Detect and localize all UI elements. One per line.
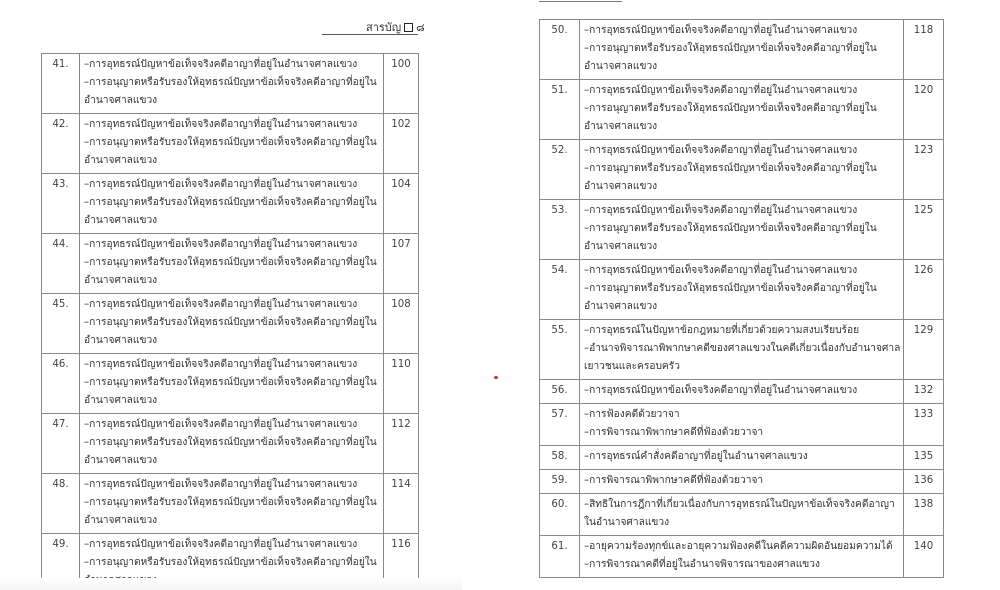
entry-line: –การฟ้องคดีด้วยวาจา — [584, 409, 680, 420]
entry-number: 61. — [540, 536, 580, 578]
left-page — [0, 0, 462, 590]
toc-row — [540, 446, 944, 470]
entry-page-number: 126 — [904, 260, 944, 320]
entry-line: ในอำนาจศาลแขวง — [584, 517, 670, 528]
toc-table-right — [539, 19, 944, 578]
entry-line: –การอนุญาตหรือรับรองให้อุทธรณ์ปัญหาข้อเท็จจริงคดีอาญาที่อยู่ใน — [584, 103, 877, 114]
entry-line: –การอุทธรณ์ในปัญหาข้อกฎหมายที่เกี่ยวด้วยความสงบเรียบร้อย — [584, 325, 860, 336]
entry-line: –การอุทธรณ์ปัญหาข้อเท็จจริงคดีอาญาที่อยู่ในอำนาจศาลแขวง — [84, 179, 358, 190]
toc-row — [42, 354, 419, 414]
entry-line: เยาวชนและครอบครัว — [584, 361, 680, 372]
entry-description — [80, 174, 384, 234]
entry-number: 59. — [540, 470, 580, 494]
entry-line: อำนาจศาลแขวง — [84, 95, 158, 106]
entry-line: –การอุทธรณ์ปัญหาข้อเท็จจริงคดีอาญาที่อยู่ในอำนาจศาลแขวง — [84, 359, 358, 370]
entry-line: อำนาจศาลแขวง — [584, 121, 658, 132]
entry-page-number: 135 — [904, 446, 944, 470]
entry-page-number: 114 — [384, 474, 419, 534]
entry-line: –การอุทธรณ์ปัญหาข้อเท็จจริงคดีอาญาที่อยู่ในอำนาจศาลแขวง — [84, 419, 358, 430]
toc-row — [540, 470, 944, 494]
entry-number: 43. — [42, 174, 80, 234]
toc-row — [42, 474, 419, 534]
entry-line: อำนาจศาลแขวง — [84, 515, 158, 526]
entry-number: 46. — [42, 354, 80, 414]
entry-page-number: 108 — [384, 294, 419, 354]
toc-row — [42, 54, 419, 114]
toc-row — [42, 174, 419, 234]
header-page-number: ๘ — [416, 21, 425, 34]
entry-line: –อายุความร้องทุกข์และอายุความฟ้องคดีในคดีความผิดอันยอมความได้ — [584, 541, 893, 552]
entry-line: –การอนุญาตหรือรับรองให้อุทธรณ์ปัญหาข้อเท็จจริงคดีอาญาที่อยู่ใน — [584, 163, 877, 174]
entry-line: –การอุทธรณ์ปัญหาข้อเท็จจริงคดีอาญาที่อยู่ในอำนาจศาลแขวง — [584, 265, 858, 276]
toc-row — [540, 404, 944, 446]
entry-description — [580, 446, 904, 470]
entry-line: –การอนุญาตหรือรับรองให้อุทธรณ์ปัญหาข้อเท็จจริงคดีอาญาที่อยู่ใน — [84, 557, 377, 568]
square-icon — [404, 23, 413, 32]
entry-number: 55. — [540, 320, 580, 380]
entry-line: –การพิจารณาพิพากษาคดีที่ฟ้องด้วยวาจา — [584, 475, 764, 486]
entry-page-number: 133 — [904, 404, 944, 446]
toc-row — [540, 140, 944, 200]
entry-page-number: 140 — [904, 536, 944, 578]
entry-description — [80, 294, 384, 354]
entry-line: –การอุทธรณ์ปัญหาข้อเท็จจริงคดีอาญาที่อยู่ในอำนาจศาลแขวง — [84, 59, 358, 70]
entry-description — [580, 536, 904, 578]
entry-line: –การอุทธรณ์คำสั่งคดีอาญาที่อยู่ในอำนาจศาลแขวง — [584, 451, 808, 462]
entry-line: อำนาจศาลแขวง — [84, 455, 158, 466]
entry-number: 60. — [540, 494, 580, 536]
toc-row — [540, 20, 944, 80]
header-label: สารบัญ — [366, 21, 402, 34]
entry-line: –อำนาจพิจารณาพิพากษาคดีของศาลแขวงในคดีเกี่ยวเนื่องกับอำนาจศาล — [584, 343, 901, 354]
toc-row — [540, 80, 944, 140]
entry-page-number: 129 — [904, 320, 944, 380]
toc-row — [42, 294, 419, 354]
entry-page-number: 123 — [904, 140, 944, 200]
entry-line: –การอนุญาตหรือรับรองให้อุทธรณ์ปัญหาข้อเท็จจริงคดีอาญาที่อยู่ใน — [84, 437, 377, 448]
entry-line: อำนาจศาลแขวง — [84, 275, 158, 286]
entry-line: อำนาจศาลแขวง — [84, 155, 158, 166]
entry-line: –การอนุญาตหรือรับรองให้อุทธรณ์ปัญหาข้อเท็จจริงคดีอาญาที่อยู่ใน — [84, 497, 377, 508]
toc-table-left — [41, 53, 419, 590]
entry-page-number: 110 — [384, 354, 419, 414]
entry-description — [580, 20, 904, 80]
page-bottom-shadow — [0, 578, 462, 590]
entry-number: 58. — [540, 446, 580, 470]
entry-line: –การอนุญาตหรือรับรองให้อุทธรณ์ปัญหาข้อเท็จจริงคดีอาญาที่อยู่ใน — [84, 77, 377, 88]
entry-number: 57. — [540, 404, 580, 446]
toc-row — [540, 320, 944, 380]
entry-description — [580, 470, 904, 494]
entry-line: –การอนุญาตหรือรับรองให้อุทธรณ์ปัญหาข้อเท็จจริงคดีอาญาที่อยู่ใน — [84, 197, 377, 208]
entry-line: –การอนุญาตหรือรับรองให้อุทธรณ์ปัญหาข้อเท็จจริงคดีอาญาที่อยู่ใน — [84, 257, 377, 268]
entry-line: –การอุทธรณ์ปัญหาข้อเท็จจริงคดีอาญาที่อยู่ในอำนาจศาลแขวง — [584, 25, 858, 36]
entry-page-number: 112 — [384, 414, 419, 474]
entry-description — [80, 414, 384, 474]
entry-line: –การอนุญาตหรือรับรองให้อุทธรณ์ปัญหาข้อเท็จจริงคดีอาญาที่อยู่ใน — [584, 223, 877, 234]
entry-number: 52. — [540, 140, 580, 200]
entry-line: อำนาจศาลแขวง — [584, 301, 658, 312]
entry-number: 48. — [42, 474, 80, 534]
entry-description — [80, 54, 384, 114]
entry-line: อำนาจศาลแขวง — [84, 215, 158, 226]
entry-number: 45. — [42, 294, 80, 354]
page-gutter — [462, 0, 522, 590]
entry-line: –การอุทธรณ์ปัญหาข้อเท็จจริงคดีอาญาที่อยู่ในอำนาจศาลแขวง — [584, 85, 858, 96]
entry-description — [580, 404, 904, 446]
entry-line: –การอุทธรณ์ปัญหาข้อเท็จจริงคดีอาญาที่อยู่ในอำนาจศาลแขวง — [84, 479, 358, 490]
entry-line: –สิทธิในการฎีกาที่เกี่ยวเนื่องกับการอุทธรณ์ในปัญหาข้อเท็จจริงคดีอาญา — [584, 499, 895, 510]
entry-description — [80, 114, 384, 174]
entry-line: อำนาจศาลแขวง — [584, 181, 658, 192]
entry-line: –การอุทธรณ์ปัญหาข้อเท็จจริงคดีอาญาที่อยู่ในอำนาจศาลแขวง — [584, 385, 858, 396]
header-underline — [322, 34, 418, 35]
entry-description — [580, 320, 904, 380]
entry-line: อำนาจศาลแขวง — [584, 241, 658, 252]
entry-line: –การอุทธรณ์ปัญหาข้อเท็จจริงคดีอาญาที่อยู่ในอำนาจศาลแขวง — [84, 299, 358, 310]
entry-description — [580, 140, 904, 200]
entry-line: อำนาจศาลแขวง — [84, 395, 158, 406]
entry-number: 53. — [540, 200, 580, 260]
entry-number: 49. — [42, 534, 80, 590]
entry-line: –การอุทธรณ์ปัญหาข้อเท็จจริงคดีอาญาที่อยู่ในอำนาจศาลแขวง — [584, 145, 858, 156]
entry-line: –การอนุญาตหรือรับรองให้อุทธรณ์ปัญหาข้อเท็จจริงคดีอาญาที่อยู่ใน — [84, 317, 377, 328]
entry-line: –การอุทธรณ์ปัญหาข้อเท็จจริงคดีอาญาที่อยู่ในอำนาจศาลแขวง — [84, 539, 358, 550]
toc-row — [540, 380, 944, 404]
toc-row — [540, 494, 944, 536]
entry-page-number: 107 — [384, 234, 419, 294]
entry-page-number: 132 — [904, 380, 944, 404]
entry-line: อำนาจศาลแขวง — [584, 61, 658, 72]
top-rule — [539, 1, 622, 2]
entry-page-number: 102 — [384, 114, 419, 174]
entry-number: 56. — [540, 380, 580, 404]
toc-row — [42, 114, 419, 174]
entry-line: –การอุทธรณ์ปัญหาข้อเท็จจริงคดีอาญาที่อยู่ในอำนาจศาลแขวง — [84, 119, 358, 130]
entry-page-number: 138 — [904, 494, 944, 536]
entry-line: –การพิจารณาพิพากษาคดีที่ฟ้องด้วยวาจา — [584, 427, 764, 438]
toc-row — [42, 234, 419, 294]
entry-line: อำนาจศาลแขวง — [84, 335, 158, 346]
entry-number: 54. — [540, 260, 580, 320]
entry-description — [580, 80, 904, 140]
entry-line: –การอนุญาตหรือรับรองให้อุทธรณ์ปัญหาข้อเท็จจริงคดีอาญาที่อยู่ใน — [584, 283, 877, 294]
toc-row — [540, 200, 944, 260]
entry-description — [80, 354, 384, 414]
entry-line: –การอุทธรณ์ปัญหาข้อเท็จจริงคดีอาญาที่อยู่ในอำนาจศาลแขวง — [84, 239, 358, 250]
entry-number: 41. — [42, 54, 80, 114]
entry-line: –การอนุญาตหรือรับรองให้อุทธรณ์ปัญหาข้อเท็จจริงคดีอาญาที่อยู่ใน — [84, 377, 377, 388]
entry-number: 44. — [42, 234, 80, 294]
entry-description — [580, 260, 904, 320]
entry-line: –การอนุญาตหรือรับรองให้อุทธรณ์ปัญหาข้อเท็จจริงคดีอาญาที่อยู่ใน — [84, 137, 377, 148]
entry-page-number: 125 — [904, 200, 944, 260]
red-mark — [494, 376, 498, 379]
entry-page-number: 136 — [904, 470, 944, 494]
entry-line: –การอุทธรณ์ปัญหาข้อเท็จจริงคดีอาญาที่อยู่ในอำนาจศาลแขวง — [584, 205, 858, 216]
entry-line: –การพิจารณาคดีที่อยู่ในอำนาจพิจารณาของศาลแขวง — [584, 559, 820, 570]
entry-page-number: 100 — [384, 54, 419, 114]
entry-page-number: 116 — [384, 534, 419, 590]
toc-row — [540, 260, 944, 320]
toc-row — [42, 414, 419, 474]
entry-description — [580, 494, 904, 536]
entry-page-number: 120 — [904, 80, 944, 140]
entry-number: 42. — [42, 114, 80, 174]
entry-description — [80, 234, 384, 294]
entry-page-number: 118 — [904, 20, 944, 80]
entry-description — [80, 474, 384, 534]
entry-description — [580, 200, 904, 260]
toc-row — [540, 536, 944, 578]
entry-description — [580, 380, 904, 404]
entry-number: 50. — [540, 20, 580, 80]
entry-line: –การอนุญาตหรือรับรองให้อุทธรณ์ปัญหาข้อเท็จจริงคดีอาญาที่อยู่ใน — [584, 43, 877, 54]
entry-page-number: 104 — [384, 174, 419, 234]
entry-number: 51. — [540, 80, 580, 140]
entry-number: 47. — [42, 414, 80, 474]
